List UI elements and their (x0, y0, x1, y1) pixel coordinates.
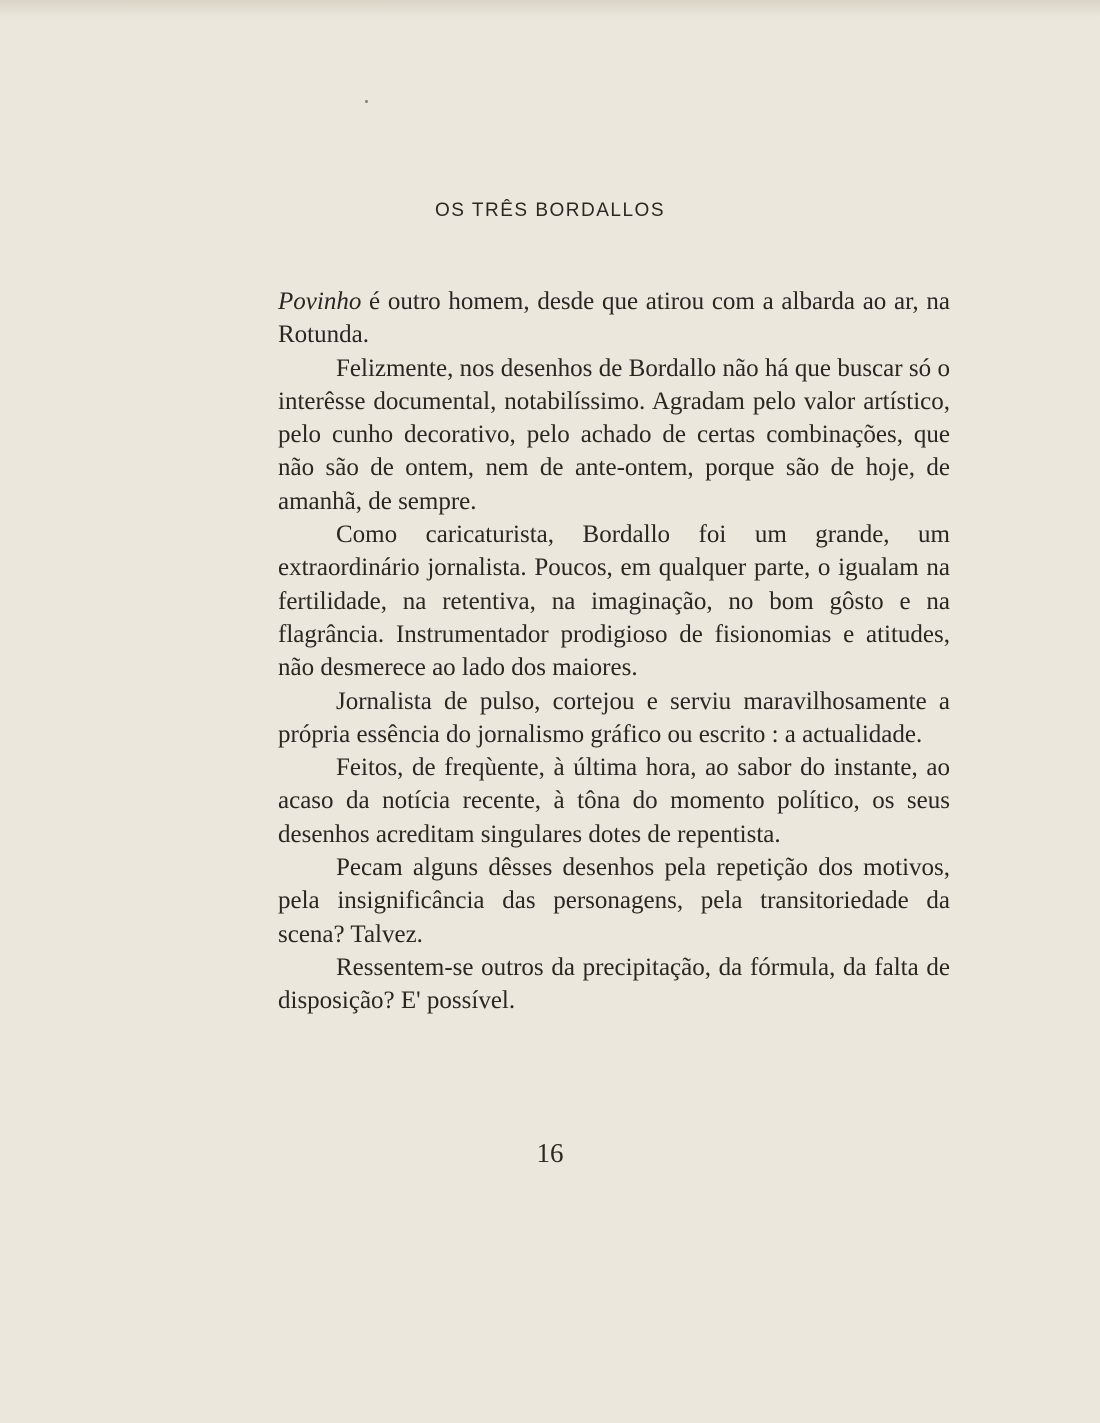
paragraph-5: Feitos, de freqùente, à última hora, ao sabor do instante, ao acaso da notícia recente, à tôna do momento político, os seus desenhos acreditam singulares dotes de repentista. (278, 754, 950, 848)
paragraph-4: Jornalista de pulso, cortejou e serviu maravilhosamente a própria essência do jornalismo gráfico ou escrito : a actualidade. (278, 687, 950, 748)
paragraph-7: Ressentem-se outros da precipitação, da fórmula, da falta de disposição? E' possível. (278, 953, 950, 1015)
page-number: 16 (536, 1138, 564, 1168)
page-edge-shadow (0, 0, 1100, 18)
paragraph-3: Como caricaturista, Bordallo foi um grande, um extraordinário jornalista. Poucos, em qualquer parte, o igualam na fertilidade, na retentiva, na imaginação, no bom gôsto e na flagrância. Instrumentador prodigioso de fisionomias e atitudes, não desmerece ao lado dos maiores. (278, 521, 950, 682)
italic-lead-word: Povinho (278, 288, 362, 315)
running-title: OS TRÊS BORDALLOS (435, 200, 665, 221)
paragraph-1-text: é outro homem, desde que atirou com a albarda ao ar, na Rotunda. (278, 288, 950, 349)
body-text (278, 285, 950, 1018)
paper-speck (365, 100, 368, 103)
paragraph-2: Felizmente, nos desenhos de Bordallo não há que buscar só o interêsse documental, notabilíssimo. Agradam pelo valor artístico, pelo cunho decorativo, pelo achado de certas combinações, que não são de ontem, nem de ante-ontem, porque são de hoje, de amanhã, de sempre. (278, 354, 950, 515)
paragraph-1 (278, 285, 950, 352)
paragraph-6: Pecam alguns dêsses desenhos pela repetição dos motivos, pela insignificância das personagens, pela transitoriedade da scena? Talvez. (278, 854, 950, 948)
